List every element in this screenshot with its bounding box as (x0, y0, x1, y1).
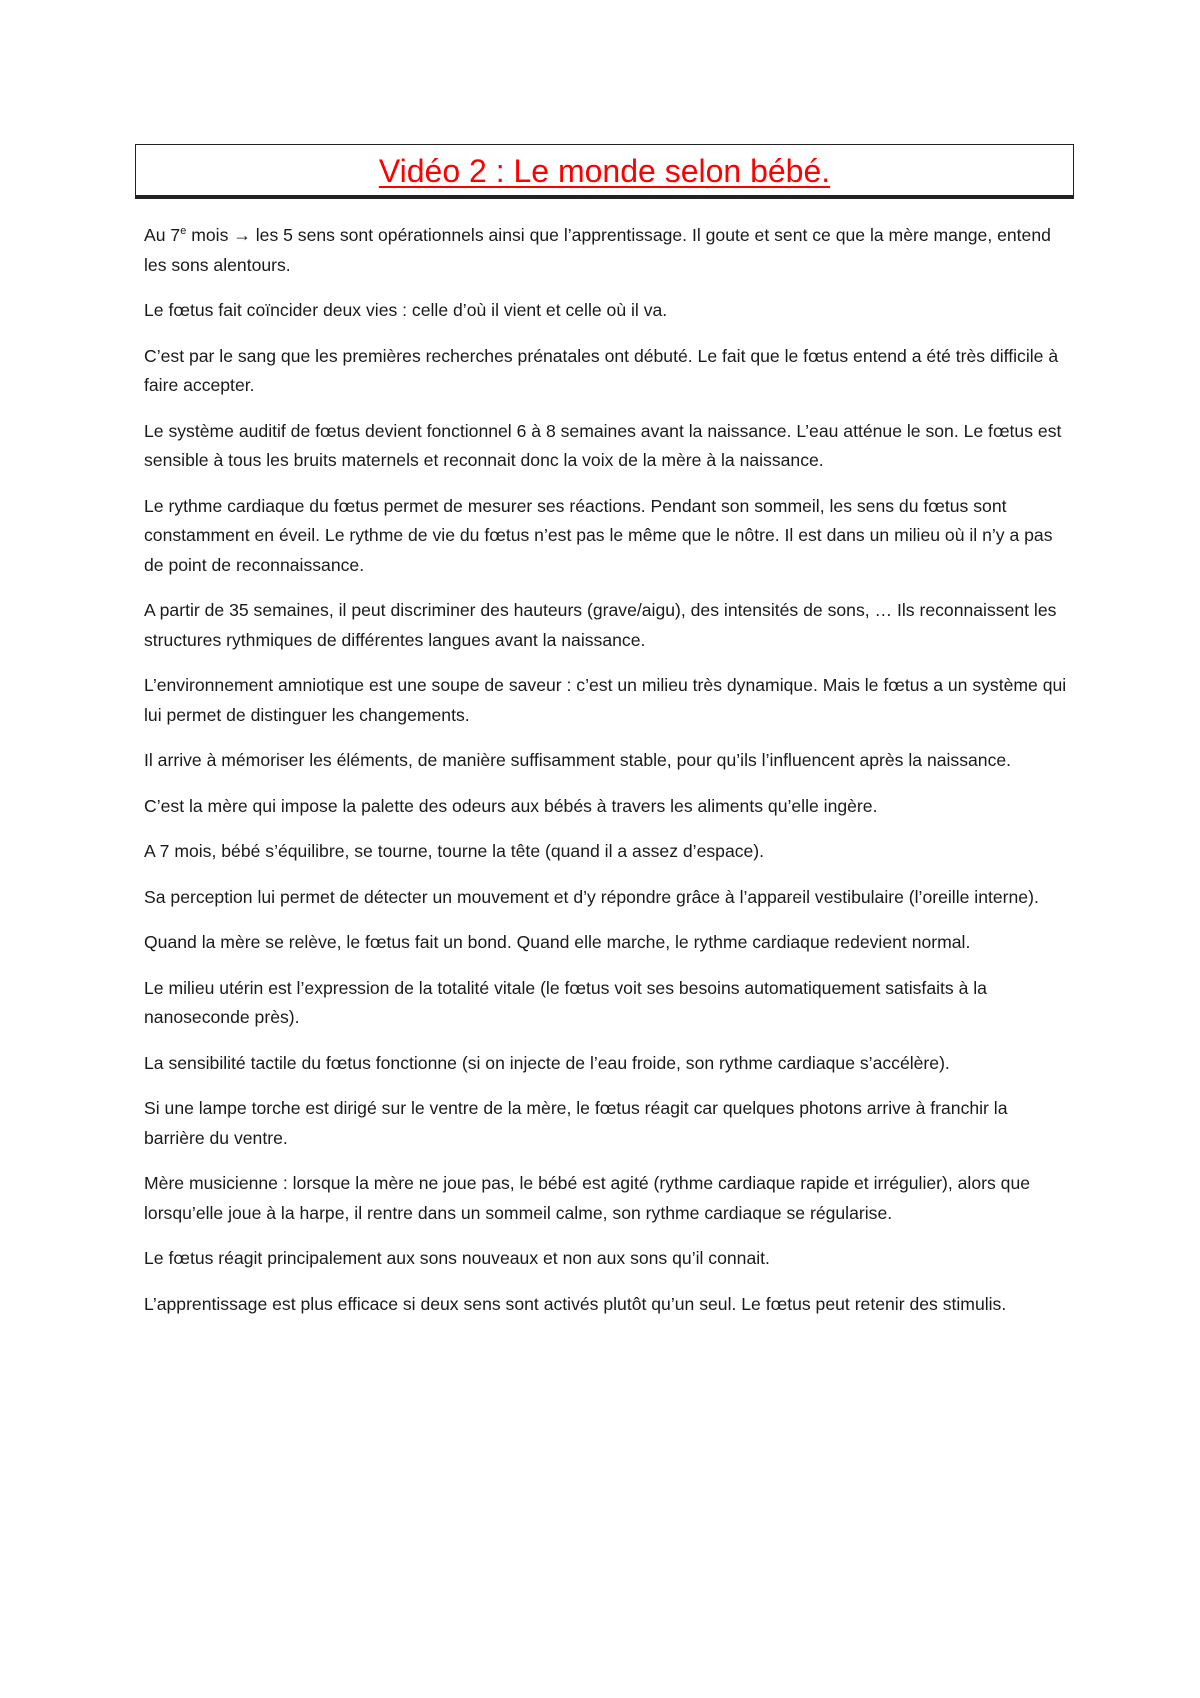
paragraph: Le milieu utérin est l’expression de la totalité vitale (le fœtus voit ses besoins automatiquement satisfaits à la nanoseconde près). (144, 977, 987, 1027)
paragraph: Si une lampe torche est dirigé sur le ventre de la mère, le fœtus réagit car quelques photons arrive à franchir la barrière du ventre. (144, 1098, 1008, 1148)
paragraph: Mère musicienne : lorsque la mère ne joue pas, le bébé est agité (rythme cardiaque rapide et irrégulier), alors que lorsqu’elle joue à la harpe, il rentre dans un sommeil calme, son rythme cardiaque se régularise. (144, 1173, 1031, 1223)
paragraph: L’environnement amniotique est une soupe de saveur : c’est un milieu très dynamique. Mais le fœtus a un système qui lui permet de distinguer les changements. (144, 675, 1067, 725)
arrow-icon: → (233, 225, 251, 245)
paragraph: Le fœtus réagit principalement aux sons nouveaux et non aux sons qu’il connait. (144, 1248, 770, 1268)
intro-rest: les 5 sens sont opérationnels ainsi que l’apprentissage. Il goute et sent ce que la mère mange, entend les sons alentours. (144, 225, 1051, 275)
paragraph: C’est la mère qui impose la palette des odeurs aux bébés à travers les aliments qu’elle ingère. (144, 795, 878, 816)
paragraph: Il arrive à mémoriser les éléments, de manière suffisamment stable, pour qu’ils l’influencent après la naissance. (144, 750, 1012, 770)
title-box (135, 144, 1074, 196)
document-body (144, 221, 1069, 1335)
paragraph: La sensibilité tactile du fœtus fonctionne (si on injecte de l’eau froide, son rythme cardiaque s’accélère). (144, 1052, 950, 1073)
paragraph: Sa perception lui permet de détecter un mouvement et d’y répondre grâce à l’appareil vestibulaire (l’oreille interne). (144, 886, 1039, 907)
intro-mid: mois (186, 225, 234, 245)
paragraph: L’apprentissage est plus efficace si deux sens sont activés plutôt qu’un seul. Le fœtus peut retenir des stimulis. (144, 1293, 1007, 1314)
intro-prefix: Au 7 (144, 225, 181, 245)
intro-superscript: e (180, 225, 187, 238)
paragraph-intro (144, 221, 1069, 280)
page-title: Vidéo 2 : Le monde selon bébé. (378, 153, 831, 189)
paragraph: Le système auditif de fœtus devient fonctionnel 6 à 8 semaines avant la naissance. L’eau atténue le son. Le fœtus est sensible à tous les bruits maternels et reconnait donc la voix de la mère à la naissance. (144, 420, 1062, 470)
paragraph: Le fœtus fait coïncider deux vies : celle d’où il vient et celle où il va. (144, 300, 668, 320)
paragraph: A partir de 35 semaines, il peut discriminer des hauteurs (grave/aigu), des intensités de sons, … Ils reconnaissent les structures rythmiques de différentes langues avant la naissance. (144, 600, 1057, 650)
paragraph: A 7 mois, bébé s’équilibre, se tourne, tourne la tête (quand il a assez d’espace). (144, 841, 765, 861)
paragraph: Le rythme cardiaque du fœtus permet de mesurer ses réactions. Pendant son sommeil, les sens du fœtus sont constamment en éveil. Le rythme de vie du fœtus n’est pas le même que le nôtre. Il est dans un milieu où il n’y a pas de point de reconnaissance. (144, 495, 1053, 575)
paragraph: Quand la mère se relève, le fœtus fait un bond. Quand elle marche, le rythme cardiaque redevient normal. (144, 932, 971, 952)
paragraph: C’est par le sang que les premières recherches prénatales ont débuté. Le fait que le fœtus entend a été très difficile à faire accepter. (144, 345, 1059, 395)
